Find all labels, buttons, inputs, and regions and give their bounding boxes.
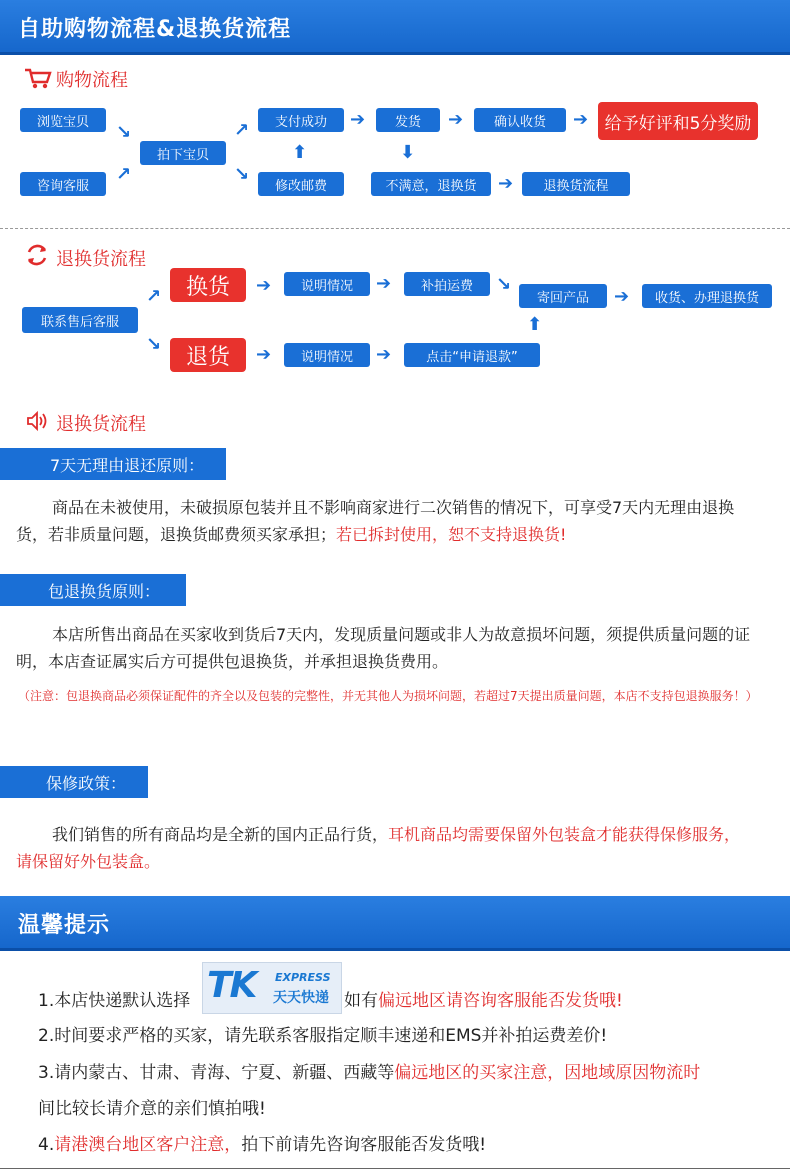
divider bbox=[0, 228, 790, 229]
policy-title: 退换货流程 bbox=[56, 414, 146, 435]
tip-4 bbox=[38, 1130, 486, 1155]
refresh-icon bbox=[24, 242, 50, 272]
arrow-right-icon: ➔ bbox=[614, 286, 630, 307]
tip-4-text: 拍下前请先咨询客服能否发货哦! bbox=[241, 1135, 487, 1155]
shopping-title: 购物流程 bbox=[56, 70, 128, 91]
page-title: 自助购物流程&退换货流程 bbox=[18, 17, 292, 42]
rule-pack-tag-label: 包退换货原则： bbox=[48, 581, 161, 601]
step-handle: 收货、办理退换货 bbox=[642, 284, 772, 308]
returns-title: 退换货流程 bbox=[56, 249, 146, 270]
arrow-down-right-icon: ↘ bbox=[146, 334, 162, 355]
logo-cn: 天天快递 bbox=[273, 990, 329, 1006]
warranty-tag bbox=[0, 766, 148, 798]
tip-4-warning: 请港澳台地区客户注意， bbox=[54, 1135, 242, 1155]
rule7-warning: 若已拆封使用，恕不支持退换货! bbox=[336, 525, 567, 544]
step-refund: 退货 bbox=[170, 338, 246, 372]
step-edit-postage: 修改邮费 bbox=[258, 172, 344, 196]
tips-banner bbox=[0, 896, 790, 951]
warranty-warning: 耳机商品均需要保留外包装盒才能获得保修服务，请保留好外包装盒。 bbox=[16, 825, 741, 871]
tip-3 bbox=[38, 1058, 700, 1083]
tip-2: 2.时间要求严格的买家，请先联系客服指定顺丰速递和EMS并补拍运费差价! bbox=[38, 1026, 608, 1046]
arrow-up-icon: ⬆ bbox=[292, 142, 308, 163]
step-return-flow: 退换货流程 bbox=[522, 172, 630, 196]
arrow-right-icon: ➔ bbox=[256, 344, 272, 365]
arrow-down-right-icon: ↘ bbox=[234, 164, 250, 185]
step-browse: 浏览宝贝 bbox=[20, 108, 106, 132]
step-paid: 支付成功 bbox=[258, 108, 344, 132]
arrow-right-icon: ➔ bbox=[350, 109, 366, 130]
arrow-down-right-icon: ↘ bbox=[116, 122, 132, 143]
arrow-up-icon: ⬆ bbox=[527, 314, 543, 335]
cart-icon bbox=[24, 68, 52, 94]
step-consult: 咨询客服 bbox=[20, 172, 106, 196]
tip-3-warning: 偏远地区的买家注意，因地域原因物流时 bbox=[394, 1063, 701, 1083]
logo-express: EXPRESS bbox=[275, 971, 331, 984]
step-ship: 发货 bbox=[376, 108, 440, 132]
tips-title: 温馨提示 bbox=[18, 913, 111, 938]
warranty-body: 我们销售的所有商品均是全新的国内正品行货， bbox=[52, 825, 389, 844]
warranty-tag-label: 保修政策： bbox=[46, 773, 127, 793]
logo-mark: TK bbox=[207, 965, 256, 1006]
speaker-icon bbox=[26, 410, 50, 436]
step-extra-fee: 补拍运费 bbox=[404, 272, 490, 296]
arrow-up-right-icon: ↗ bbox=[146, 286, 162, 307]
rule7-tag bbox=[0, 448, 226, 480]
rule-pack-text: 本店所售出商品在买家收到货后7天内，发现质量问题或非人为故意损坏问题，须提供质量问题的证明，本店查证属实后方可提供包退换货，并承担退换货费用。 bbox=[16, 625, 751, 671]
express-logo bbox=[202, 962, 342, 1014]
arrow-right-icon: ➔ bbox=[256, 275, 272, 296]
tip-4-num: 4. bbox=[38, 1135, 55, 1155]
rule7-body: 商品在未被使用，未破损原包装并且不影响商家进行二次销售的情况下，可享受7天内无理由退换货，若非质量问题，退换货邮费须买家承担； bbox=[16, 498, 735, 544]
step-order: 拍下宝贝 bbox=[140, 141, 226, 165]
tip-3-continued: 间比较长请介意的亲们慎拍哦! bbox=[38, 1099, 266, 1119]
arrow-up-right-icon: ↗ bbox=[116, 164, 132, 185]
step-unsatisfied: 不满意，退换货 bbox=[371, 172, 491, 196]
arrow-down-icon: ⬇ bbox=[400, 142, 416, 163]
tip-1-suffix bbox=[344, 986, 623, 1011]
rule-pack-note: （注意：包退换商品必须保证配件的齐全以及包装的完整性，并无其他人为损坏问题，若超过7天提出质量问题，本店不支持包退换服务！） bbox=[18, 689, 758, 703]
warranty-text bbox=[16, 821, 751, 875]
step-explain-1: 说明情况 bbox=[284, 272, 370, 296]
step-confirm: 确认收货 bbox=[474, 108, 566, 132]
arrow-right-icon: ➔ bbox=[376, 344, 392, 365]
tip-1-prefix: 1.本店快递默认选择 bbox=[38, 991, 191, 1011]
arrow-right-icon: ➔ bbox=[498, 173, 514, 194]
header-banner bbox=[0, 0, 790, 55]
arrow-down-right-icon: ↘ bbox=[496, 274, 512, 295]
arrow-right-icon: ➔ bbox=[376, 273, 392, 294]
rule7-text bbox=[16, 494, 751, 548]
step-explain-2: 说明情况 bbox=[284, 343, 370, 367]
rule7-tag-label: 7天无理由退还原则： bbox=[50, 455, 205, 475]
bottom-rule bbox=[0, 1168, 790, 1169]
arrow-right-icon: ➔ bbox=[448, 109, 464, 130]
tip-3-text: 3.请内蒙古、甘肃、青海、宁夏、新疆、西藏等 bbox=[38, 1063, 395, 1083]
arrow-up-right-icon: ↗ bbox=[234, 120, 250, 141]
step-exchange: 换货 bbox=[170, 268, 246, 302]
arrow-right-icon: ➔ bbox=[573, 109, 589, 130]
tip-1-text: 如有 bbox=[344, 991, 378, 1011]
step-contact: 联系售后客服 bbox=[22, 307, 138, 333]
step-apply-refund: 点击“申请退款” bbox=[404, 343, 540, 367]
tip-1-warning: 偏远地区请咨询客服能否发货哦! bbox=[378, 991, 623, 1011]
rule-pack-tag bbox=[0, 574, 186, 606]
step-send-back: 寄回产品 bbox=[519, 284, 607, 308]
step-review: 给予好评和5分奖励 bbox=[598, 102, 758, 140]
